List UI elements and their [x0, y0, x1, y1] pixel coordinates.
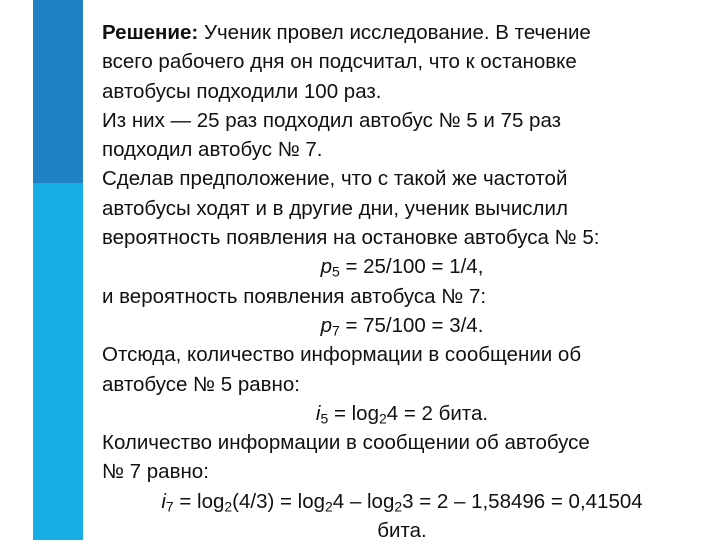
- text-line: и вероятность появления автобуса № 7:: [102, 284, 487, 308]
- text-line: Сделав предположение, что с такой же частотой: [102, 167, 568, 191]
- text-line: автобусы ходят и в другие дни, ученик вычислил: [102, 196, 568, 220]
- formula-part: = log: [173, 489, 225, 513]
- formula-sub: 2: [394, 498, 403, 515]
- text-line: Количество информации в сообщении об автобусе: [102, 431, 590, 455]
- formula-var: i: [315, 401, 321, 425]
- formula-part: (4/3) = log: [232, 489, 326, 513]
- formula-sub: 5: [332, 263, 340, 280]
- formula-part: = log: [328, 401, 379, 425]
- formula-sub: 7: [332, 322, 340, 339]
- formula-part: 4 – log: [332, 489, 395, 513]
- text-line: всего рабочего дня он подсчитал, что к остановке: [102, 50, 577, 74]
- formula-var: i: [161, 489, 166, 513]
- formula-sub: 2: [224, 498, 233, 515]
- formula-sub: 5: [320, 410, 329, 427]
- text-line: вероятность появления на остановке автобуса № 5:: [102, 226, 600, 250]
- text-line: подходил автобус № 7.: [102, 138, 323, 162]
- formula-sub: 2: [325, 498, 333, 515]
- text-line: автобусы подходили 100 раз.: [102, 79, 382, 103]
- text-line: № 7 равно:: [102, 460, 209, 484]
- formula-sub: 2: [378, 410, 387, 427]
- text-span: Ученик провел исследование. В течение: [198, 21, 591, 44]
- formula-sub: 7: [165, 498, 174, 515]
- formula-var: p: [320, 313, 332, 337]
- formula-i7: [102, 487, 702, 516]
- accent-bar-dark: [33, 0, 83, 183]
- formula-rest: = 75/100 = 3/4.: [339, 313, 484, 337]
- formula-i5: [102, 399, 702, 428]
- solution-text: [102, 18, 702, 545]
- solution-label: Решение:: [102, 21, 199, 44]
- accent-bar-light: [33, 183, 83, 540]
- formula-rest: = 25/100 = 1/4,: [339, 255, 484, 279]
- formula-rest: 4 = 2 бита.: [386, 401, 489, 425]
- text-line: автобусе № 5 равно:: [102, 372, 300, 396]
- formula-part: 3 = 2 – 1,58496 = 0,41504: [402, 489, 643, 513]
- text-line: Отсюда, количество информации в сообщении об: [102, 343, 582, 367]
- text-line: [102, 18, 702, 47]
- formula-p5: [102, 252, 702, 281]
- text-line: Из них — 25 раз подходил автобус № 5 и 75 раз: [102, 108, 562, 132]
- formula-p7: [102, 311, 702, 340]
- text-line: бита.: [377, 519, 427, 543]
- formula-var: p: [320, 255, 332, 279]
